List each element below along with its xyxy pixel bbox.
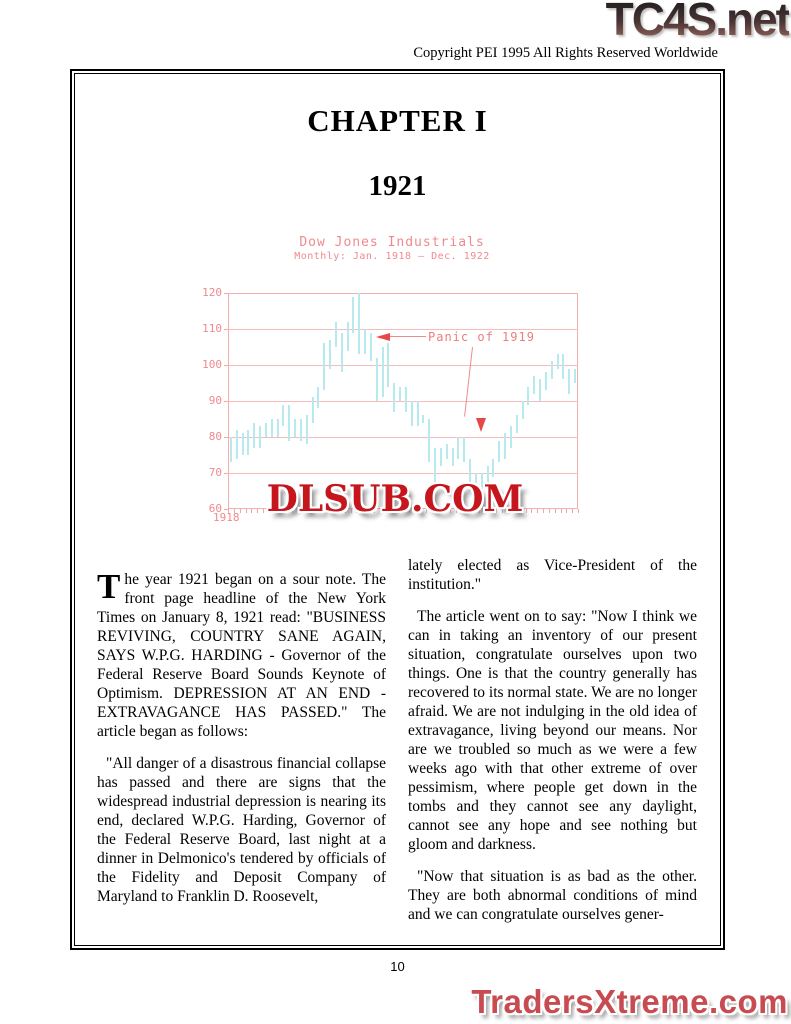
- panic-annotation-line: [390, 336, 426, 337]
- price-range-bar: [312, 397, 314, 422]
- price-range-bar: [452, 448, 454, 466]
- price-range-bar: [446, 444, 448, 458]
- price-range-bar: [498, 441, 500, 463]
- y-axis-tick-100: [224, 365, 228, 366]
- price-range-bar: [411, 401, 413, 426]
- price-range-bar: [510, 426, 512, 448]
- paragraph-quote-1: "All danger of a disastrous financial collapse has passed and there are signs that the widespread industrial depression is nearing its end, declared W.P.G. Harding, Governor of the Federal Reserve Board, last night at a dinner in Delmonico's tendered by officials of the Fidelity and Deposit Company of Maryland to Franklin D. Roosevelt,: [97, 755, 386, 905]
- y-axis-tick-90: [224, 401, 228, 402]
- y-axis-tick-110: [224, 329, 228, 330]
- article-right-column: [408, 556, 697, 937]
- price-range-bar: [463, 437, 465, 462]
- chapter-year-heading: 1921: [368, 170, 427, 202]
- x-axis-tick: [555, 509, 556, 513]
- price-range-bar: [533, 376, 535, 394]
- price-range-bar: [347, 322, 349, 351]
- panic-down-arrow-icon: [476, 418, 486, 432]
- price-range-bar: [440, 448, 442, 466]
- price-range-bar: [522, 401, 524, 419]
- price-range-bar: [294, 419, 296, 437]
- paragraph-opening: [97, 567, 386, 741]
- price-range-bar: [300, 419, 302, 441]
- price-range-bar: [253, 423, 255, 448]
- tradersxtreme-logo: TradersXtreme.com: [471, 983, 788, 1020]
- tc4s-site-logo: TC4S.net: [606, 0, 789, 46]
- panic-left-arrow-icon: [376, 333, 390, 341]
- price-range-bar: [277, 419, 279, 437]
- price-range-bar: [370, 333, 372, 362]
- price-range-bar: [364, 329, 366, 354]
- x-axis-tick: [578, 509, 579, 513]
- paragraph-quote-3: "Now that situation is as bad as the other. They are both abnormal conditions of mind and we can congratulate ourselves gener-: [408, 868, 697, 923]
- price-range-bar: [288, 405, 290, 441]
- price-range-bar: [527, 387, 529, 405]
- price-range-bar: [259, 426, 261, 448]
- x-axis-year-label: 1918: [213, 511, 240, 524]
- price-range-bar: [242, 433, 244, 455]
- price-range-bar: [562, 354, 564, 379]
- x-axis-tick: [543, 509, 544, 513]
- y-axis-tick-70: [224, 473, 228, 474]
- x-axis-tick: [549, 509, 550, 513]
- paragraph-continuation: lately elected as Vice-President of the institution.": [408, 557, 697, 593]
- dlsub-watermark: DLSUB.COM: [266, 478, 524, 520]
- page-number: 10: [390, 959, 405, 974]
- price-range-bar: [557, 354, 559, 368]
- price-range-bar: [335, 322, 337, 347]
- price-range-bar: [352, 297, 354, 333]
- price-range-bar: [417, 401, 419, 426]
- gridline-100: [228, 365, 578, 366]
- y-axis-label-70: 70: [208, 466, 222, 479]
- price-range-bar: [545, 372, 547, 390]
- price-range-bar: [422, 415, 424, 422]
- price-range-bar: [282, 405, 284, 427]
- y-axis-tick-80: [224, 437, 228, 438]
- gridline-80: [228, 437, 578, 438]
- price-range-bar: [428, 419, 430, 462]
- x-axis-tick: [566, 509, 567, 513]
- y-axis-label-110: 110: [202, 322, 222, 335]
- price-range-bar: [306, 415, 308, 444]
- y-axis-label-60: 60: [208, 502, 222, 515]
- gridline-70: [228, 473, 578, 474]
- paragraph-opening-text: he year 1921 began on a sour note. The front page headline of the New York Times on January 8, 1921 read: "BUSINESS REVIVING, COUNTRY SANE AGAIN, SAYS W.P.G. HARDING - Governor of the Federal Reserve Board Sounds Keynote of Optimism. DEPRESSION AT AN END - EXTRAVAGANCE HAS PASSED." The article began as follows:: [97, 571, 386, 740]
- price-range-bar: [504, 433, 506, 458]
- drop-cap: T: [97, 567, 121, 606]
- price-range-bar: [376, 358, 378, 401]
- price-range-bar: [271, 419, 273, 437]
- x-axis-tick: [240, 509, 241, 513]
- price-range-bar: [551, 361, 553, 379]
- price-range-bar: [457, 437, 459, 459]
- price-range-bar: [382, 347, 384, 397]
- panic-annotation-label: Panic of 1919: [428, 330, 535, 344]
- x-axis-tick: [561, 509, 562, 513]
- y-axis-tick-120: [224, 293, 228, 294]
- price-range-bar: [236, 430, 238, 459]
- price-range-bar: [405, 387, 407, 412]
- price-range-bar: [568, 369, 570, 394]
- price-range-bar: [317, 387, 319, 409]
- price-range-bar: [341, 333, 343, 373]
- price-range-bar: [247, 430, 249, 455]
- gridline-90: [228, 401, 578, 402]
- price-range-bar: [230, 437, 232, 462]
- price-range-bar: [574, 369, 576, 383]
- chapter-heading: CHAPTER I: [307, 103, 488, 138]
- price-range-bar: [329, 340, 331, 369]
- copyright-notice: Copyright PEI 1995 All Rights Reserved Worldwide: [413, 45, 718, 61]
- price-range-bar: [387, 343, 389, 386]
- paragraph-quote-2: The article went on to say: "Now I think we can in taking an inventory of our present situation, congratulate ourselves upon two things. One is that the country generally has recovered to its normal state. We are no longer afraid. We are not indulging in the old idea of extravagance, living beyond our means. Nor are we troubled so much as we were a few weeks ago with that other extreme of over pessimism, where people get down in the tombs and they cannot see any daylight, cannot see any hope and see nothing but gloom and darkness.: [408, 608, 697, 853]
- price-range-bar: [265, 423, 267, 437]
- y-axis-label-100: 100: [202, 358, 222, 371]
- price-range-bar: [399, 387, 401, 401]
- price-range-bar: [516, 415, 518, 433]
- chart-subtitle: Monthly: Jan. 1918 — Dec. 1922: [294, 251, 490, 262]
- price-range-bar: [323, 343, 325, 390]
- x-axis-tick: [572, 509, 573, 513]
- y-axis-label-120: 120: [202, 286, 222, 299]
- price-range-bar: [539, 379, 541, 401]
- y-axis-label-80: 80: [208, 430, 222, 443]
- chart-title: Dow Jones Industrials: [299, 235, 485, 250]
- price-range-bar: [393, 383, 395, 412]
- article-left-column: [97, 567, 386, 919]
- price-range-bar: [358, 293, 360, 354]
- price-range-bar: [492, 459, 494, 477]
- y-axis-label-90: 90: [208, 394, 222, 407]
